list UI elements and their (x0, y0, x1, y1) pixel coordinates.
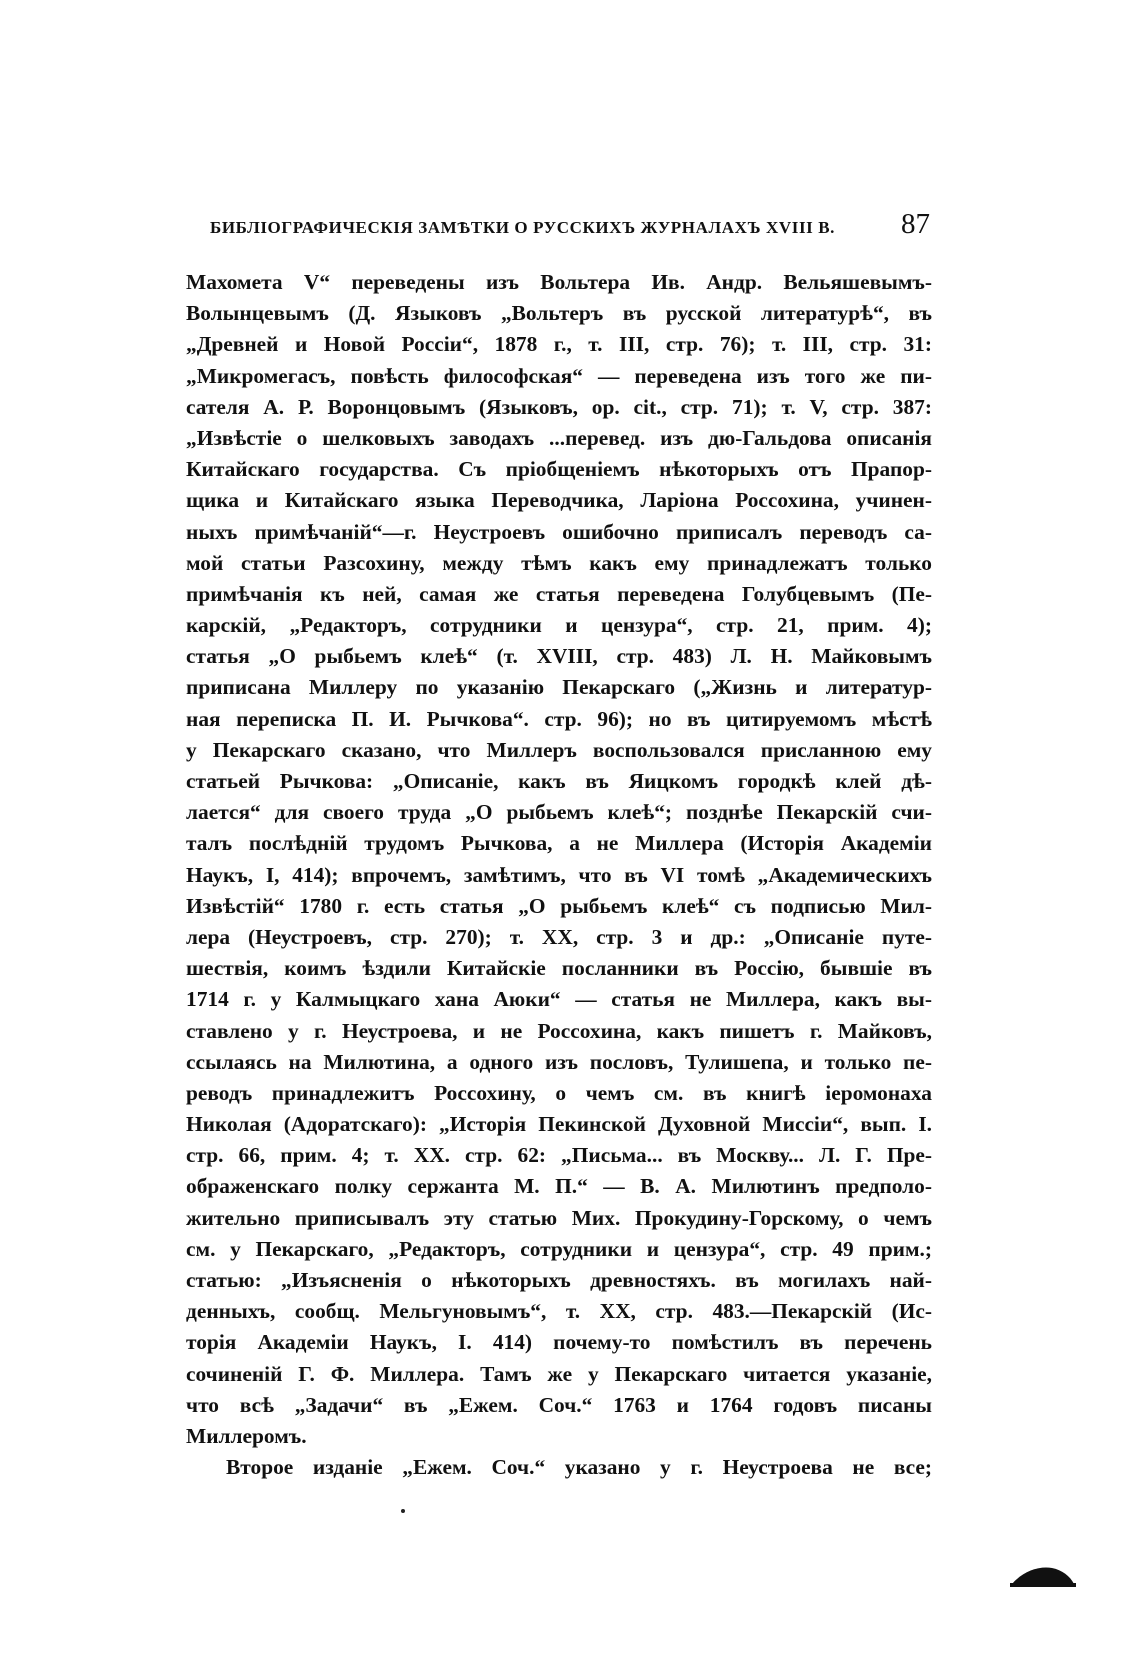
text-line: статью: „Изъясненія о нѣкоторыхъ древностяхъ. въ могилахъ най- (186, 1268, 932, 1292)
text-line: Наукъ, I, 414); впрочемъ, замѣтимъ, что въ VI томѣ „Академическихъ (186, 862, 932, 887)
text-line: „Извѣстіе о шелковыхъ заводахъ ...перевед. изъ дю-Гальдова описанія (186, 425, 932, 450)
text-line: 1714 г. у Калмыцкаго хана Аюки“ — статья не Миллера, какъ вы- (186, 987, 932, 1012)
text-line: см. у Пекарскаго, „Редакторъ, сотрудники и цензура“, стр. 49 прим.; (186, 1236, 932, 1261)
text-line: сочиненій Г. Ф. Миллера. Тамъ же у Пекарскаго читается указаніе, (186, 1361, 932, 1386)
body-text (186, 267, 932, 1483)
text-line: ссылаясь на Милютина, а одного изъ пословъ, Тулишепа, и только пе- (186, 1049, 932, 1074)
text-line: торія Академіи Наукъ, I. 414) почему-то помѣстилъ въ перечень (186, 1330, 932, 1355)
print-speck (401, 1509, 405, 1513)
text-line: Извѣстій“ 1780 г. есть статья „О рыбьемъ клеѣ“ съ подписью Мил- (186, 893, 932, 918)
text-line: ныхъ примѣчаній“—г. Неустроевъ ошибочно приписалъ переводъ са- (186, 519, 932, 544)
text-line: Махомета V“ переведены изъ Вольтера Ив. Андр. Вельяшевымъ- (186, 270, 932, 294)
text-line: ставлено у г. Неустроева, и не Россохина, какъ пишетъ г. Майковъ, (186, 1018, 932, 1043)
page-corner-mark (1010, 1560, 1076, 1590)
text-line: „Древней и Новой Россіи“, 1878 г., т. III, стр. 76); т. III, стр. 31: (186, 332, 932, 357)
text-line: статья „О рыбьемъ клеѣ“ (т. XVIII, стр. 483) Л. Н. Майковымъ (186, 644, 932, 669)
text-line: Николая (Адоратскаго): „Исторія Пекинской Духовной Миссіи“, вып. I. (186, 1112, 932, 1137)
text-line: денныхъ, сообщ. Мельгуновымъ“, т. XX, стр. 483.—Пекарскій (Ис- (186, 1299, 932, 1324)
text-line: Миллеромъ. (186, 1423, 307, 1448)
running-title: БИБЛІОГРАФИЧЕСКІЯ ЗАМѢТКИ О РУССКИХЪ ЖУРНАЛАХЪ XVIII В. (210, 218, 836, 237)
text-line: талъ послѣдній трудомъ Рычкова, а не Миллера (Исторія Академіи (186, 831, 932, 856)
text-line: лера (Неустроевъ, стр. 270); т. XX, стр. 3 и др.: „Описаніе путе- (186, 924, 932, 949)
text-line: сателя А. Р. Воронцовымъ (Языковъ, op. cit., стр. 71); т. V, стр. 387: (186, 394, 932, 419)
text-line: щика и Китайскаго языка Переводчика, Ларіона Россохина, учинен- (186, 488, 932, 513)
text-line: Волынцевымъ (Д. Языковъ „Вольтеръ въ русской литературѣ“, въ (186, 301, 932, 326)
text-line: что всѣ „Задачи“ въ „Ежем. Соч.“ 1763 и 1764 годовъ писаны (186, 1392, 932, 1417)
text-line: жительно приписывалъ эту статью Мих. Прокудину-Горскому, о чемъ (186, 1205, 932, 1230)
text-line: реводъ принадлежитъ Россохину, о чемъ см. въ книгѣ іеромонаха (186, 1080, 932, 1105)
text-line: ная переписка П. И. Рычкова“. стр. 96); но въ цитируемомъ мѣстѣ (186, 706, 932, 731)
text-line: лается“ для своего труда „О рыбьемъ клеѣ“; позднѣе Пекарскій счи- (186, 800, 932, 825)
text-line: у Пекарскаго сказано, что Миллеръ воспользовался присланною ему (186, 737, 932, 762)
text-line: Второе изданіе „Ежем. Соч.“ указано у г. Неустроева не все; (226, 1455, 932, 1480)
text-line: шествія, коимъ ѣздили Китайскіе посланники въ Россію, бывшіе въ (186, 956, 932, 981)
text-line: приписана Миллеру по указанію Пекарскаго („Жизнь и литератур- (186, 675, 932, 700)
text-line: Китайскаго государства. Съ пріобщеніемъ нѣкоторыхъ отъ Прапор- (186, 457, 932, 482)
text-line: примѣчанія къ ней, самая же статья переведена Голубцевымъ (Пе- (186, 581, 932, 606)
page-number: 87 (901, 208, 930, 240)
text-line: „Микромегасъ, повѣсть философская“ — переведена изъ того же пи- (186, 363, 932, 388)
text-line: статьей Рычкова: „Описаніе, какъ въ Яицкомъ городкѣ клей дѣ- (186, 769, 932, 793)
text-line: стр. 66, прим. 4; т. XX. стр. 62: „Письма... въ Москву... Л. Г. Пре- (186, 1143, 932, 1168)
text-line: мой статьи Разсохину, между тѣмъ какъ ему принадлежатъ только (186, 550, 932, 575)
running-head (210, 208, 930, 242)
text-line: карскій, „Редакторъ, сотрудники и цензура“, стр. 21, прим. 4); (186, 613, 932, 638)
text-line: ображенскаго полку сержанта М. П.“ — В. А. Милютинъ предполо- (186, 1174, 932, 1199)
